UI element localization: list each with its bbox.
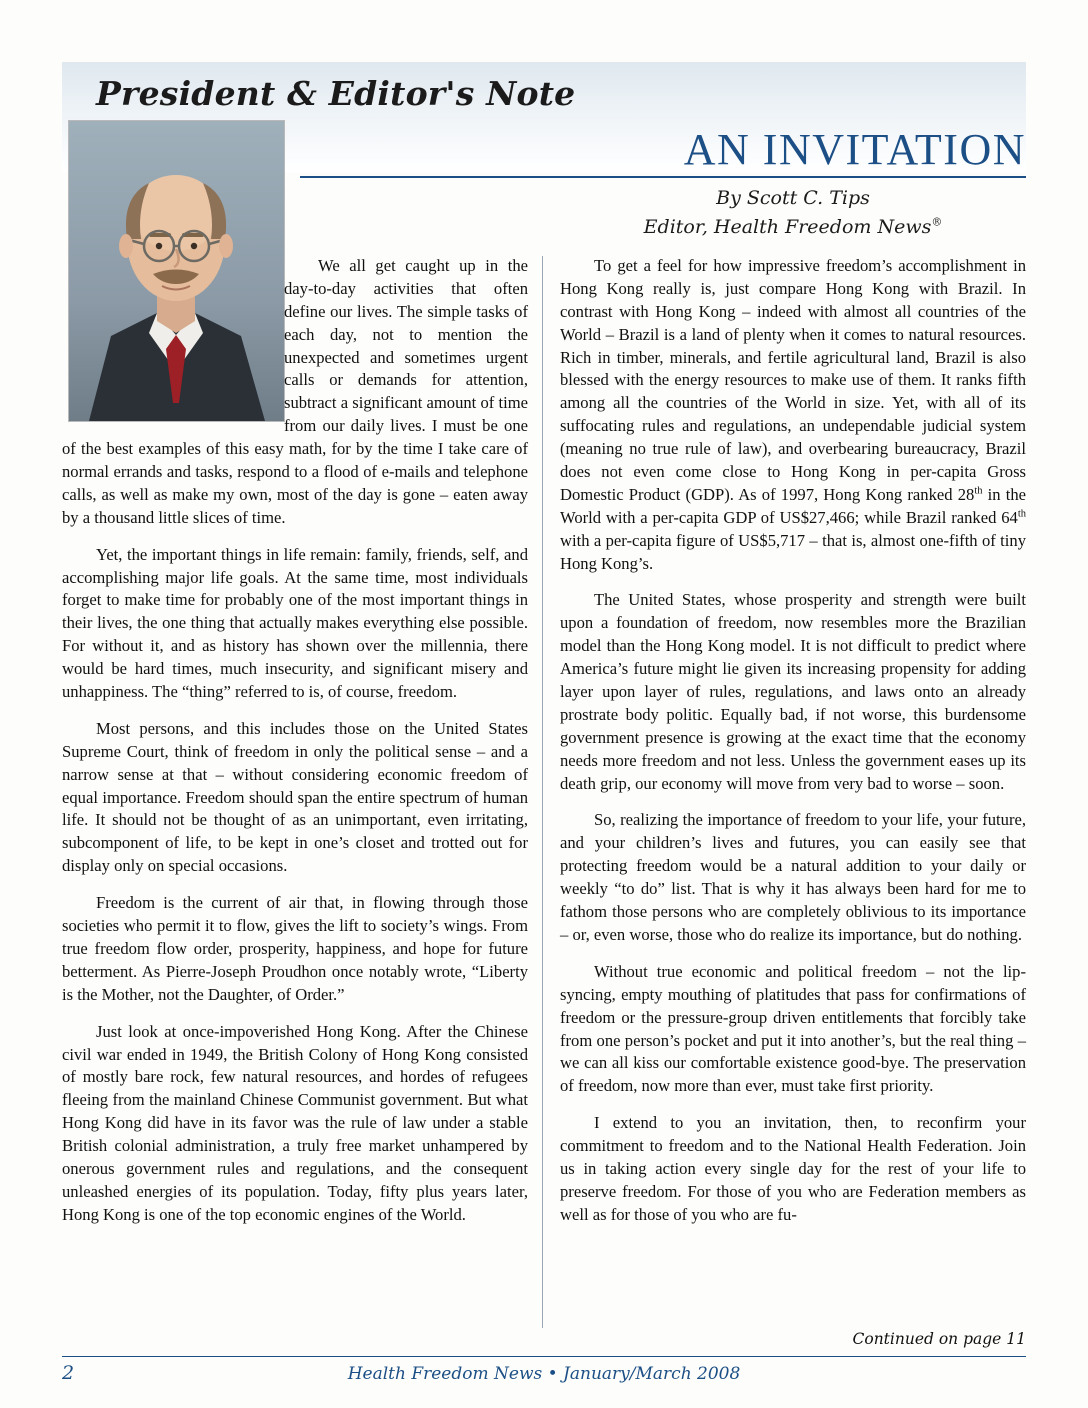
paragraph: I extend to you an invitation, then, to reconfirm your commitment to freedom and to the National Health Federation. Join us in taking action every single day for the rest of your life to preserve freedom. For those of you who are Federation members as well as for those of you who are fu- [560, 1113, 1026, 1224]
portrait-text-wrap-spacer [62, 255, 284, 423]
paragraph: Most persons, and this includes those on the United States Supreme Court, think of freedom in only the political sense – and a narrow sense at that – without considering economic freedom of equal importance. Freedom should span the entire spectrum of human life. It should not be thought of as an unimportant, even irritating, subcomponent of life, to be kept in one’s closet and trotted out for display only on special occasions. [62, 718, 528, 876]
paragraph: To get a feel for how impressive freedom’s accomplishment in Hong Kong really is, just compare Hong Kong with Brazil. In contrast with Hong Kong – indeed with almost all countries of the World – Brazil is a land of plenty when it comes to natural resources. Rich in timber, minerals, and fertile agricultural land, Brazil is also blessed with the energy resources to make use of them. It ranks fifth among all the countries of the World in size. Yet, with all of its suffocating rules and regulations, an undependable judicial system (meaning no true rule of law), and overbearing bureaucracy, Brazil does not even come close to Hong Kong in per-capita Gross Domestic Product (GDP). As of 1997, Hong Kong ranked 28th in the World with a per-capita GDP of US$27,466; while Brazil ranked 64th with a per-capita figure of US$5,717 – that is, almost one-fifth of tiny Hong Kong’s. [560, 256, 1027, 573]
page-number: 2 [62, 1362, 75, 1384]
left-column [62, 255, 528, 1241]
paragraph: So, realizing the importance of freedom to your life, your future, and your children’s lives and futures, you can easily see that protecting freedom would be a natural addition to your daily or weekly “to do” list. That is why it has always been hard for me to fathom those persons who are completely oblivious to its importance – or, even worse, those who do realize its importance, but do nothing. [560, 810, 1026, 944]
continued-note: Continued on page 11 [852, 1330, 1026, 1348]
headline-underline [300, 176, 1026, 178]
footer-rule [62, 1356, 1026, 1357]
page-title: AN INVITATION [683, 125, 1026, 174]
byline-role: Editor, Health Freedom News [643, 215, 932, 238]
byline-author: By Scott C. Tips [716, 187, 870, 209]
registered-mark-icon: ® [931, 215, 943, 229]
byline-role-wrap [560, 213, 1026, 242]
paragraph: Freedom is the current of air that, in flowing through those societies who permit it to flow, gives the lift to society’s wings. From true freedom flow order, prosperity, happiness, and hope for future betterment. As Pierre-Joseph Proudhon once notably wrote, “Liberty is the Mother, not the Daughter, of Order.” [62, 893, 528, 1004]
page-kicker: President & Editor's Note [96, 74, 576, 113]
paragraph: Yet, the important things in life remain: family, friends, self, and accomplishing major life goals. At the same time, most individuals forget to make time for probably one of the most important things in their lives, the one thing that actually makes everything else possible. For without it, and as history has shown over the millennia, there would be hard times, much insecurity, and significant misery and unhappiness. The “thing” referred to is, of course, freedom. [62, 544, 528, 702]
paragraph: We all get caught up in the day-to-day activities that often define our lives. The simple tasks of each day, not to mention the unexpected and sometimes urgent calls or demands for attention, subtract a significant amount of time from our daily lives. I must be one of the best examples of this easy math, for by the time I take care of normal errands and tasks, respond to a flood of e-mails and telephone calls, as well as make my own, most of the day is gone – eaten away by a thousand little slices of time. [62, 256, 528, 527]
paragraph: Just look at once-impoverished Hong Kong. After the Chinese civil war ended in 1949, the British Colony of Hong Kong consisted of mostly bare rock, few natural resources, and hordes of refugees fleeing from the mainland Chinese Communist government. But what Hong Kong did have in its favor was the rule of law under a stable British colonial administration, a truly free market unhampered by onerous government rules and regulations, and the consequent unleashed energies of its population. Today, fifty plus years later, Hong Kong is one of the top economic engines of the World. [62, 1021, 528, 1224]
column-divider [542, 256, 543, 1328]
footer-publication-line: Health Freedom News • January/March 2008 [347, 1364, 741, 1384]
byline [560, 184, 1026, 241]
paragraph: The United States, whose prosperity and strength were built upon a foundation of freedom, now resembles more the Brazilian model than the Hong Kong model. It is not difficult to predict where America’s future might lie given its increasing propensity for adding layer upon layer of rules, regulations, and laws onto an already prostrate body politic. Equally bad, if not worse, this burdensome government presence is growing at the exact time that the economy needs more freedom and not less. Unless the government eases up its death grip, our economy will move from very bad to worse – soon. [560, 590, 1026, 793]
right-column [560, 255, 1026, 1241]
paragraph: Without true economic and political freedom – not the lip-syncing, empty mouthing of platitudes that pass for confirmations of freedom or the pressure-group driven entitlements that forcibly take from one person’s pocket and put it into another’s, but the real thing – we can all kiss our comfortable existence good-bye. The preservation of freedom, now more than ever, must take first priority. [560, 961, 1026, 1096]
